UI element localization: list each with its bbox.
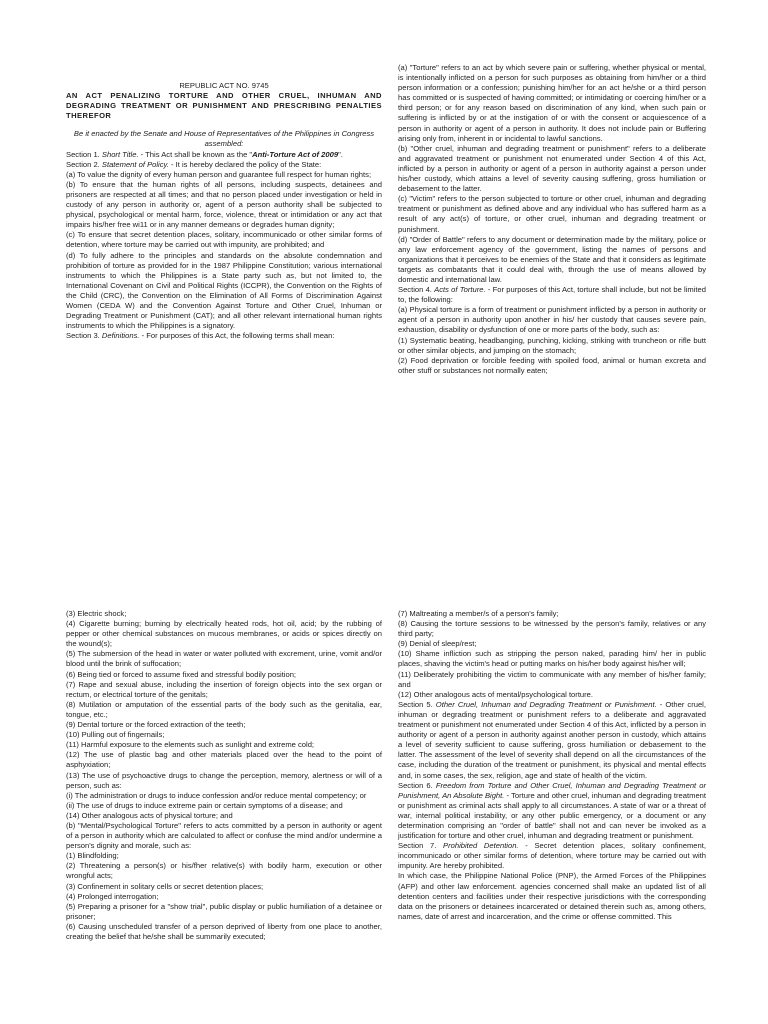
list-item: (6) Causing unscheduled transfer of a person deprived of liberty from one place to another, creating the belief that he/she shall be summarily executed; — [66, 921, 382, 941]
list-item: (9) Dental torture or the forced extraction of the teeth; — [66, 720, 246, 730]
section-label: Section 5. — [398, 699, 433, 709]
list-item: (8) Causing the torture sessions to be witnessed by the person's family, relatives or any third party; — [398, 619, 706, 639]
section-title: Statement of Policy. — [101, 159, 169, 169]
section-label: Section 2. — [66, 159, 100, 169]
act-number: REPUBLIC ACT NO. 9745 — [179, 81, 269, 90]
list-item: (9) Denial of sleep/rest; — [398, 639, 477, 649]
section-title: Acts of Torture. — [434, 285, 486, 295]
list-item: (7) Rape and sexual abuse, including the insertion of foreign objects into the sex organ or rectum, or electrical torture of the genitals; — [66, 679, 382, 699]
list-item: (8) Mutilation or amputation of the essential parts of the body such as the genitalia, ear, tongue, etc.; — [66, 699, 382, 719]
section-3 — [66, 331, 382, 341]
section-title: Prohibited Detention. — [443, 841, 519, 851]
section-text: - Secret detention places, solitary confinement, incommunicado or other similar forms of detention, where torture may be carried out with impunity. Are hereby prohibited. — [398, 841, 706, 871]
section-title: Short Title. — [101, 149, 139, 159]
definition-item: (b) "Other cruel, inhuman and degrading treatment or punishment" refers to a deliberate and aggravated treatment or punishment not enumerated under Section 4 of this Act, inflicted by a person in authority or agent of a person in authority against a person under his/her custody, which attains a level of severity causing suffering, gross humiliation or debasement to the latter. — [398, 143, 706, 194]
list-item: (b) To ensure that the human rights of all persons, including suspects, detainees and prisoners are respected at all times; and that no person placed under investigation or held in custody of any person in authority or, agent of a person authority shall be subjected to physical, psychological or mental harm, force, violence, threat or intimidation or any act that impairs his/her free wi11 or in any manner demeans or degrades human dignity; — [66, 179, 382, 230]
list-item: (1) Systematic beating, headbanging, punching, kicking, striking with truncheon or rifle butt or other similar objects, and jumping on the stomach; — [398, 335, 706, 355]
section-label: Section 6. — [398, 780, 433, 790]
list-item: (10) Pulling out of fingernails; — [66, 730, 165, 740]
list-item: (7) Maltreating a member/s of a person's family; — [398, 609, 559, 618]
section-text: - For purposes of this Act, torture shall include, but not be limited to, the following: — [398, 285, 706, 305]
section-title: Other Cruel, Inhuman and Degrading Treatment or Punishment. — [435, 699, 657, 709]
section-label: Section 4. — [398, 285, 432, 295]
list-item: (a) Physical torture is a form of treatment or punishment inflicted by a person in authority or agent of a person in authority upon another in his/ her custody that causes severe pain, exhaustion, disability or dysfunction of one or more parts of the body, such as: — [398, 305, 706, 335]
definition-item: (d) "Order of Battle" refers to any document or determination made by the military, police or any law enforcement agency of the government, listing the names of persons and organizations that it perceives to be enemies of the State and that it considers as legitimate targets as combatants that it could deal with, through the use of means allowed by domestic and international law. — [398, 234, 706, 284]
list-item: (ii) The use of drugs to induce extreme pain or certain symptoms of a disease; and — [66, 800, 343, 810]
list-item: (14) Other analogous acts of physical torture; and — [66, 810, 233, 820]
definition-item: (a) "Torture" refers to an act by which severe pain or suffering, whether physical or mental, is intentionally inflicted on a person for such purposes as obtaining from him/her or a third person information or a confession; punishing him/her for an act he/she or a third person has committed or is suspected of having committed; or intimidating or coercing him/her or a third person; or for any reason based on discrimination of any kind, when such pain or suffering is inflicted by or at the instigation of or with the consent or acquiescence of a person in authority or agent of a person in authority. It does not include pain or Buffering arising only from, inherent in or incidental to lawful sanctions. — [398, 63, 706, 143]
list-item: (11) Harmful exposure to the elements such as sunlight and extreme cold; — [66, 740, 315, 750]
section-text: - It is hereby declared the policy of the State: — [168, 159, 322, 169]
section-label: Section 7. — [398, 841, 437, 851]
section-1 — [66, 150, 382, 160]
list-item: (6) Being tied or forced to assume fixed and stressful bodily position; — [66, 669, 297, 679]
section-text: - For purposes of this Act, the following terms shall mean: — [139, 331, 335, 341]
list-item: (c) To ensure that secret detention places, solitary, incommunicado or other similar forms of detention, where torture may be carried out with impunity, are prohibited; and — [66, 230, 382, 250]
list-item: (a) To value the dignity of every human person and guarantee full respect for human rights; — [66, 169, 372, 179]
list-item: (11) Deliberately prohibiting the victim to communicate with any member of his/her family; and — [398, 669, 706, 689]
list-item: (d) To fully adhere to the principles and standards on the absolute condemnation and prohibition of torture as provided for in the 1987 Philippine Constitution; various international instruments to which the Philippines is a State party such as, but not limited to, the International Covenant on Civil and Political Rights (ICCPR), the Convention on the Rights of the Child (CRC), the Convention on the Elimination of All Forms of Discrimination Against Women (CEDA W) and the Convention Against Torture and Other Cruel, Inhuman or Degrading Treatment or Punishment (CAT); and all other relevant international human rights instruments to which the Philippines is a signatory. — [66, 250, 382, 331]
section-text: - This Act shall be known as the " — [138, 149, 253, 159]
list-item: (5) Preparing a prisoner for a "show trial", public display or public humiliation of a detainee or prisoner; — [66, 901, 382, 921]
section-text: - Torture and other cruel, inhuman and degrading treatment or punishment as criminal acts shall apply to all circumstances. A state of war or a threat of war, internal political instability, or any other public emergency, or a document or any determination comprising an "order of battle" shall not and can never be invoked as a justification for torture and other cruel, inhuman and degrading treatment or punishment. — [398, 790, 707, 841]
section-text: ". — [338, 149, 343, 159]
list-item: (4) Prolonged interrogation; — [66, 891, 159, 901]
act-title: AN ACT PENALIZING TORTURE AND OTHER CRUEL, INHUMAN AND DEGRADING TREATMENT OR PUNISHMENT AND PRESCRIBING PENALTIES THEREFOR — [66, 91, 382, 121]
enacting-clause: Be it enacted by the Senate and House of Representatives of the Philippines in Congress assembled: — [73, 129, 375, 149]
list-item: (3) Confinement in solitary cells or secret detention places; — [66, 881, 264, 891]
list-item: (10) Shame infliction such as stripping the person naked, parading him/ her in public places, shaving the victim's head or putting marks on his/her body against his/her will; — [398, 649, 706, 669]
list-item: (4) Cigarette burning; burning by electrically heated rods, hot oil, acid; by the rubbing of pepper or other chemical substances on mucous membranes, or acids or spices directly on the wound(s); — [66, 619, 382, 649]
list-item: (2) Food deprivation or forcible feeding with spoiled food, animal or human excreta and other stuff or substances not normally eaten; — [398, 355, 706, 375]
column-top-right — [398, 63, 706, 376]
section-2 — [66, 160, 382, 170]
list-item: (b) "Mental/Psychological Torture" refers to acts committed by a person in authority or agent of a person in authority which are calculated to affect or confuse the mind and/or undermine a person's dignity and morale, such as: — [66, 820, 382, 851]
section-text: - Other cruel, inhuman or degrading treatment or punishment refers to a deliberate and aggravated treatment or punishment not enumerated under Section 4 of this Act, inflicted by a person in authority or agent of a person in authority against another person in custody, which attains a level of severity sufficient to cause suffering, gross humiliation or debasement to the latter. The assessment of the level of severity shall depend on all the circumstances of the case, including the duration of the treatment or punishment, its physical and mental effects and, in some cases, the sex, religion, age and state of health of the victim. — [398, 699, 706, 780]
section-4 — [398, 285, 706, 305]
section-label: Section 1. — [66, 149, 100, 159]
list-item: (12) Other analogous acts of mental/psychological torture. — [398, 689, 594, 699]
list-item: (3) Electric shock; — [66, 609, 127, 618]
short-title: Anti-Torture Act of 2009 — [252, 149, 339, 159]
section-6 — [398, 781, 706, 842]
paragraph: In which case, the Philippine National Police (PNP), the Armed Forces of the Philippines (AFP) and other law enforcement. agencies concerned shall make an updated list of all detention centers and facilities under their respective jurisdictions with the corresponding data on the prisoners or detainees incarcerated or detained therein such as, among others, names, date of arrest and incarceration, and the crime or offense committed. This — [398, 871, 706, 921]
definition-item: (c) "Victim" refers to the person subjected to torture or other cruel, inhuman and degrading treatment or punishment as defined above and any individual who has suffered harm as a result of any act(s) of torture, or other cruel, inhuman and degrading treatment or punishment. — [398, 194, 706, 234]
column-top-left — [66, 81, 382, 341]
section-label: Section 3. — [66, 331, 100, 341]
list-item: (1) Blindfolding; — [66, 851, 119, 861]
list-item: (5) The submersion of the head in water or water polluted with excrement, urine, vomit and/or blood until the brink of suffocation; — [66, 649, 382, 669]
column-bottom-left — [66, 609, 382, 942]
section-title: Definitions. — [101, 331, 140, 341]
column-bottom-right — [398, 609, 706, 922]
list-item: (2) Threatening a person(s) or his/fher relative(s) with bodily harm, execution or other wrongful acts; — [66, 861, 382, 881]
list-item: (13) The use of psychoactive drugs to change the perception, memory, alertness or will of a person, such as: — [66, 770, 382, 790]
section-7 — [398, 841, 706, 871]
list-item: (i) The administration or drugs to induce confession and/or reduce mental competency; or — [66, 790, 367, 800]
section-title: Freedom from Torture and Other Cruel, Inhuman and Degrading Treatment or Punishment, An Absolute Bight. — [398, 780, 706, 800]
list-item: (12) The use of plastic bag and other materials placed over the head to the point of asphyxiation; — [66, 750, 382, 770]
section-5 — [398, 700, 706, 781]
